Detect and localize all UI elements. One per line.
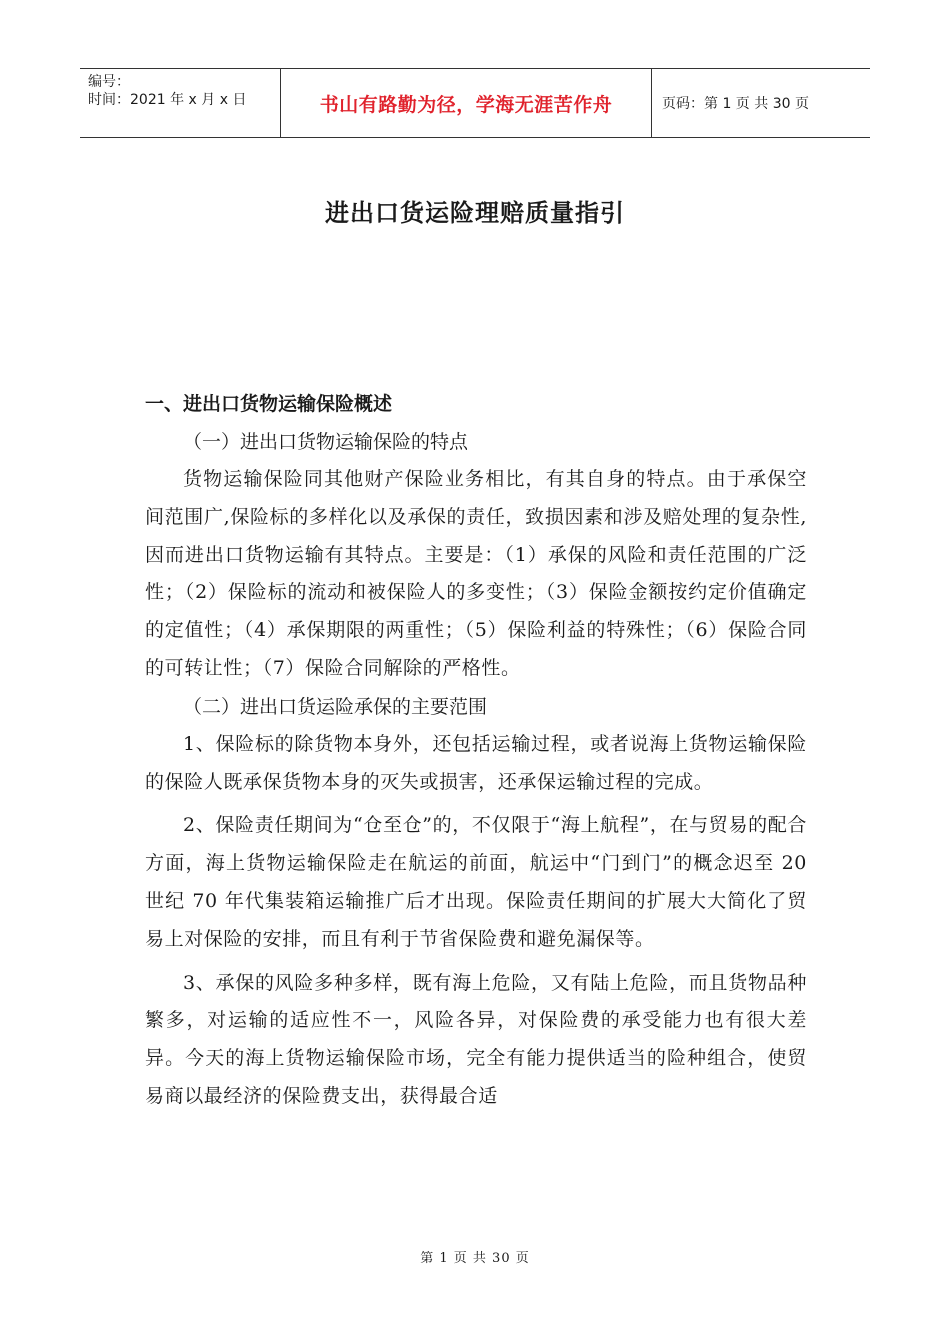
subsection-heading-1: （一）进出口货物运输保险的特点 [183,431,469,453]
paragraph-item-2: 2、保险责任期间为“仓至仓”的，不仅限于“海上航程”，在与贸易的配合方面，海上货物运输保险走在航运的前面，航运中“门到门”的概念迟至 20 世纪 70 年代集装箱运输推广后才出现。保险责任期间的扩展大大简化了贸易上对保险的安排，而且有利于节省保险费和避免漏保等。 [145,814,807,950]
page-header [80,68,870,138]
paragraph-item-3: 3、承保的风险多种多样，既有海上危险，又有陆上危险，而且货物品种繁多，对运输的适应性不一，风险各异，对保险费的承受能力也有很大差异。今天的海上货物运输保险市场，完全有能力提供适当的险种组合，使贸易商以最经济的保险费支出，获得最合适 [145,971,807,1107]
document-date-label: 时间：2021 年 x 月 x 日 [88,92,247,108]
paragraph-characteristics: 货物运输保险同其他财产保险业务相比，有其自身的特点。由于承保空间范围广,保险标的多样化以及承保的责任，致损因素和涉及赔处理的复杂性,因而进出口货物运输有其特点。主要是：（1）承保的风险和责任范围的广泛性；（2）保险标的流动和被保险人的多变性；（3）保险金额按约定价值确定的定值性；（4）承保期限的两重性；（5）保险利益的特殊性；（6）保险合同的可转让性；（7）保险合同解除的严格性。 [145,468,807,679]
document-title: 进出口货运险理赔质量指引 [325,199,625,227]
header-motto: 书山有路勤为径，学海无涯苦作舟 [280,69,652,137]
document-number-label: 编号： [88,74,130,90]
header-page-info: 页码：第 1 页 共 30 页 [662,96,809,112]
paragraph-item-1: 1、保险标的除货物本身外，还包括运输过程，或者说海上货物运输保险的保险人既承保货物本身的灭失或损害，还承保运输过程的完成。 [145,732,807,793]
section-heading: 一、进出口货物运输保险概述 [145,393,393,415]
document-body [145,385,807,1116]
page-footer: 第 1 页 共 30 页 [420,1251,530,1266]
header-meta [80,69,280,137]
subsection-heading-2: （二）进出口货运险承保的主要范围 [183,695,488,718]
